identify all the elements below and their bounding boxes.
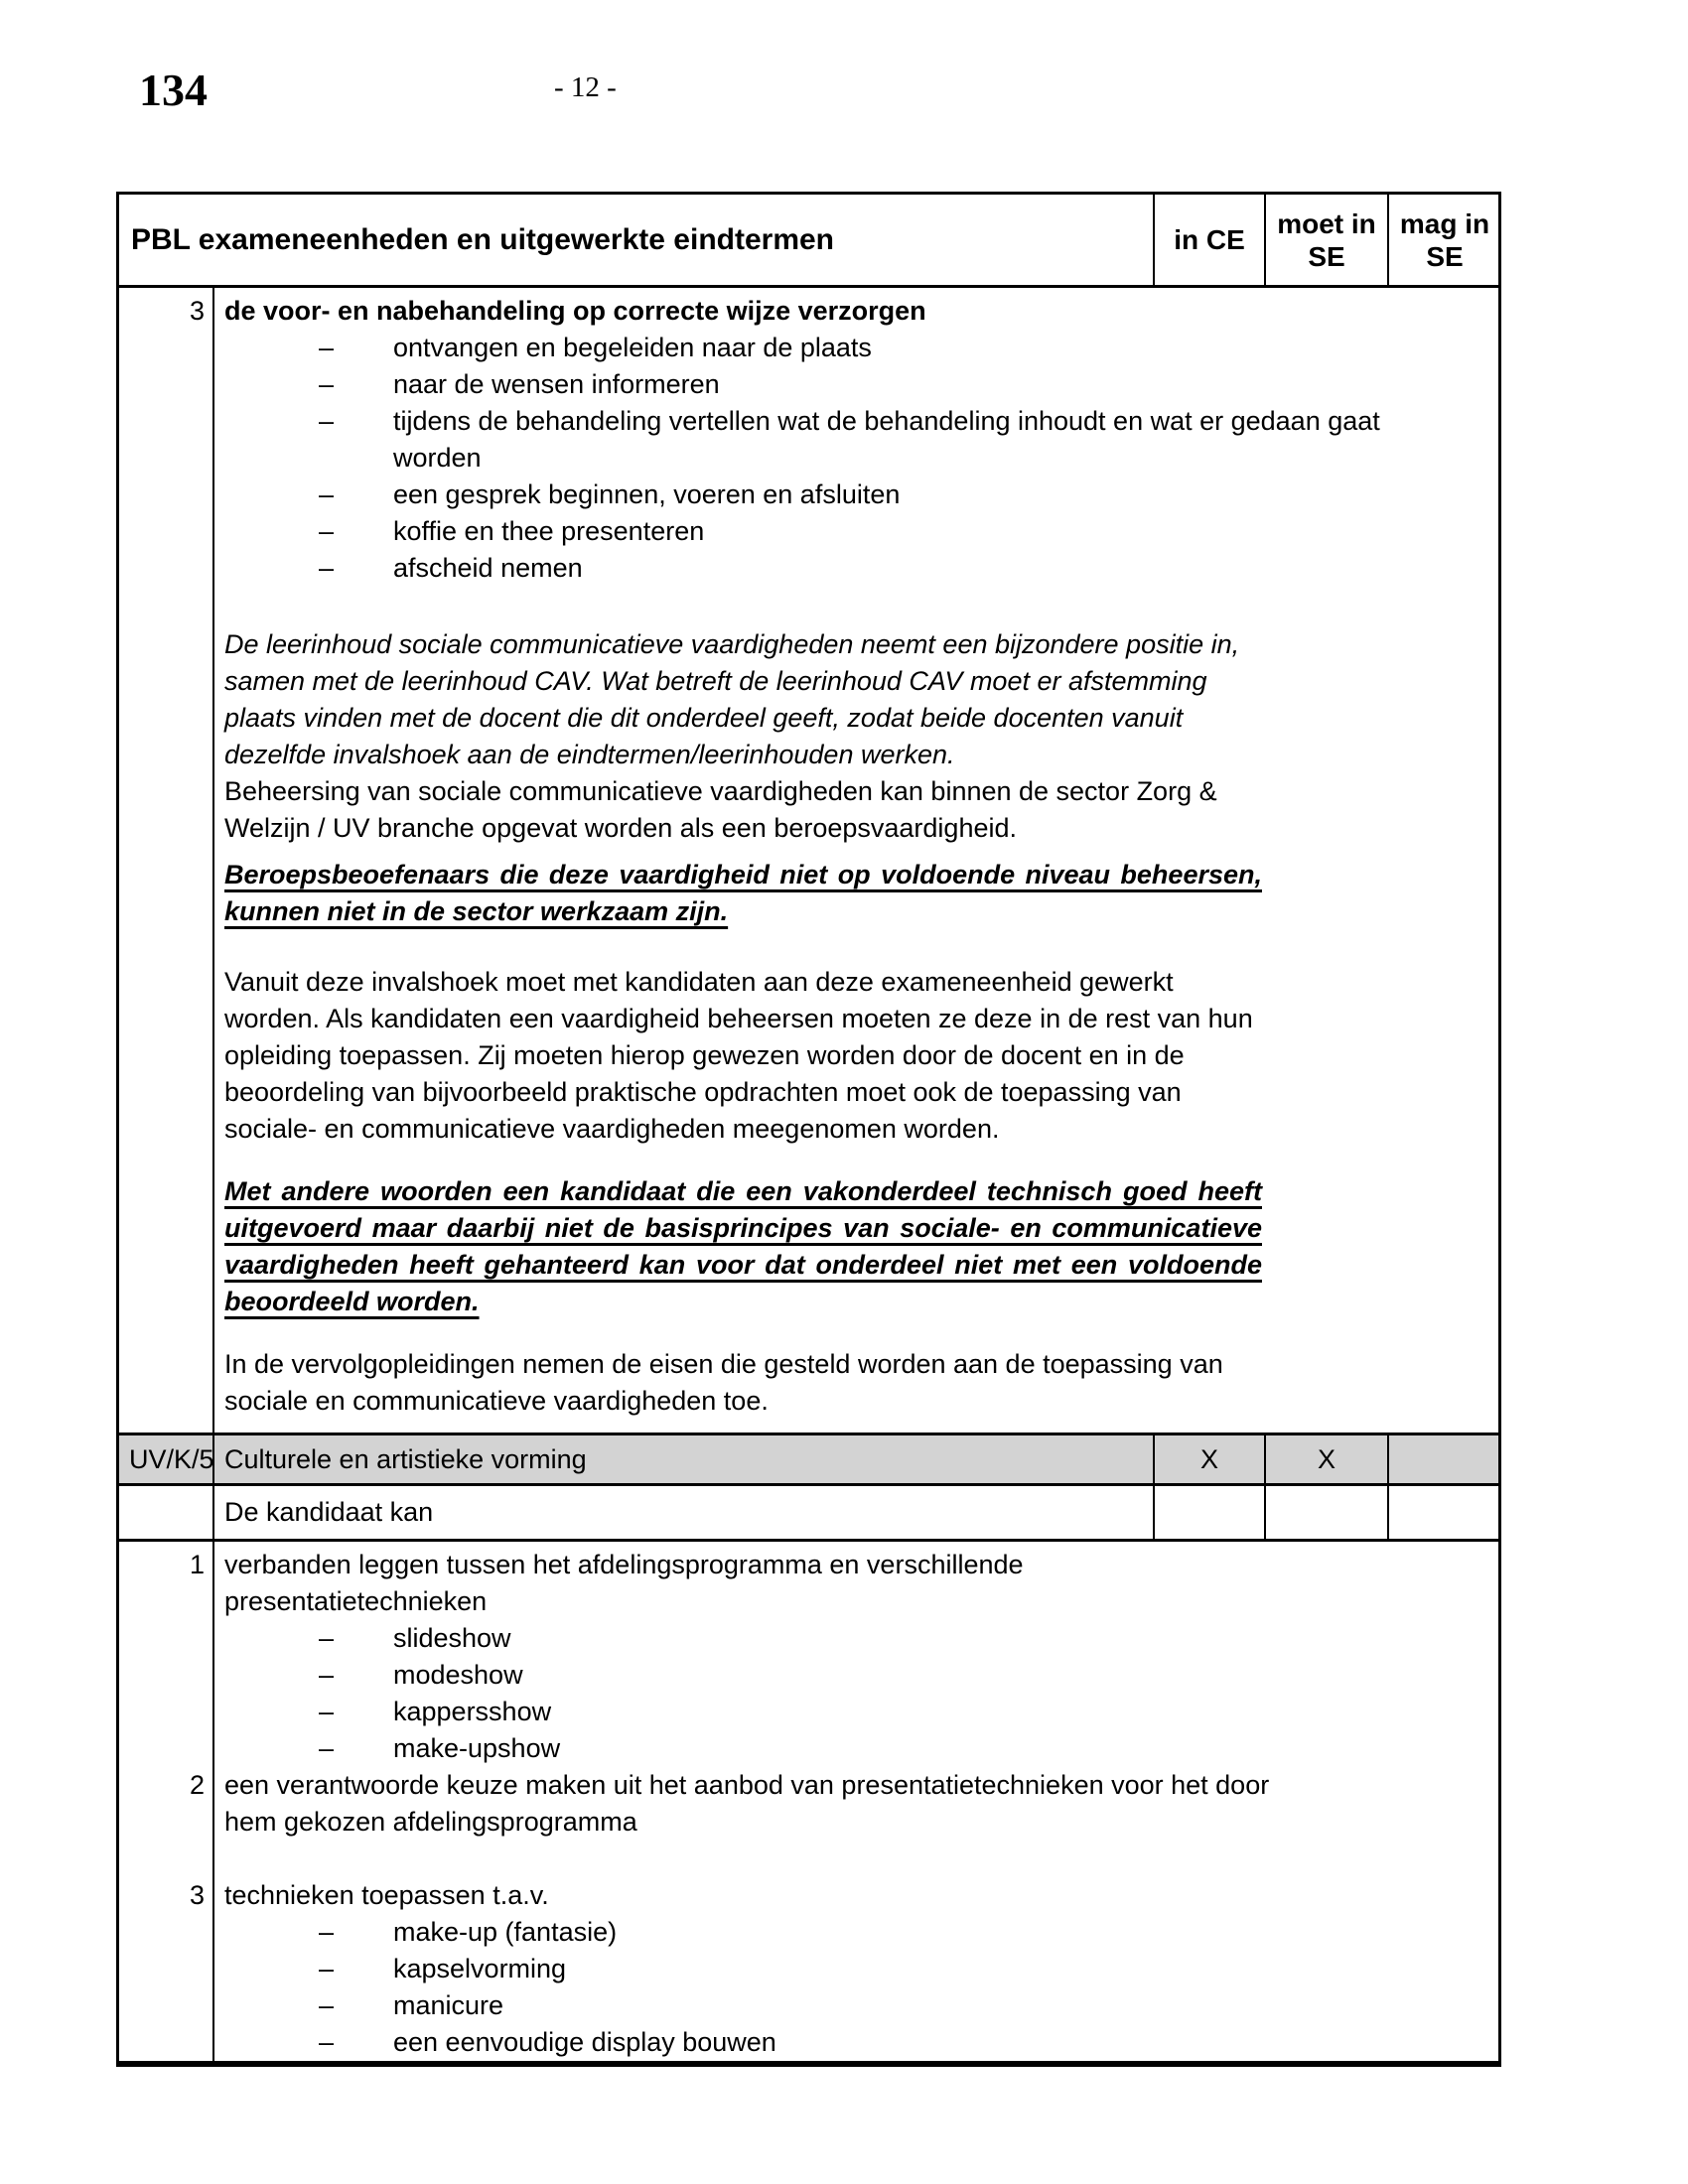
paragraph-emphasis-met-andere-woorden: Met andere woorden een kandidaat die een vakonderdeel technisch goed heeft uitgevoerd maar daarbij niet de basisprincipes van sociale- en communicatieve vaardigheden heeft gehanteerd kan voor dat onderdeel niet met een voldoende beoordeeld worden. [224, 1176, 1262, 1316]
bullet-text: make-up (fantasie) [393, 1917, 618, 1947]
dash-bullet: – [319, 406, 335, 436]
endterm-title: de voor- en nabehandeling op correcte wijze verzorgen [224, 296, 926, 326]
bullet-text: koffie en thee presenteren [393, 516, 705, 546]
exam-units-table [116, 192, 1501, 2067]
exam-unit-code: UV/K/5 [129, 1443, 214, 1474]
bullet-item [319, 330, 1421, 366]
dash-bullet: – [319, 2027, 335, 2057]
bullet-text: make-upshow [393, 1733, 561, 1763]
paragraph-beheersing: Beheersing van sociale communicatieve vaardigheden kan binnen de sector Zorg & Welzijn / UV branche opgevat worden als een beroepsvaardigheid. [224, 776, 1217, 843]
column-divider [1153, 1486, 1155, 1539]
bullet-item [119, 1914, 1498, 1951]
page-number-centered: - 12 - [554, 71, 617, 103]
bullet-item [119, 1694, 1498, 1730]
dash-bullet: – [319, 479, 335, 509]
mark-moet-in-se: X [1317, 1443, 1336, 1474]
dash-bullet: – [319, 1697, 335, 1726]
endterm-number: 2 [189, 1770, 205, 1800]
bullet-item [119, 2024, 1498, 2061]
dash-bullet: – [319, 1660, 335, 1690]
kandidaat-line: De kandidaat kan [224, 1497, 434, 1527]
kandidaat-row [119, 1486, 1498, 1542]
bullet-item [319, 513, 1421, 550]
bullet-text: kappersshow [393, 1697, 552, 1726]
column-divider [1264, 1486, 1266, 1539]
bullet-item [319, 403, 1421, 477]
bullet-text: modeshow [393, 1660, 523, 1690]
bullet-text: slideshow [393, 1623, 511, 1653]
paragraph-vervolgopleidingen: In de vervolgopleidingen nemen de eisen die gesteld worden aan de toepassing van sociale en communicatieve vaardigheden toe. [224, 1349, 1223, 1416]
paragraph-emphasis-beroepsbeoefenaars: Beroepsbeoefenaars die deze vaardigheid niet op voldoende niveau beheersen, kunnen niet in de sector werkzaam zijn. [224, 860, 1262, 926]
exam-unit-title: Culturele en artistieke vorming [224, 1443, 587, 1474]
table-title: PBL exameneenheden en uitgewerkte eindtermen [131, 223, 835, 256]
column-divider [1387, 1486, 1389, 1539]
dash-bullet: – [319, 333, 335, 362]
column-header-in-ce: in CE [1174, 224, 1245, 255]
number-column-divider [212, 1542, 214, 2061]
dash-bullet: – [319, 1623, 335, 1653]
endterm-number: 3 [189, 296, 205, 326]
mark-mag-in-se [1389, 1435, 1500, 1483]
dash-bullet: – [319, 369, 335, 399]
endterm-list-block [119, 1542, 1498, 2061]
bullet-item [319, 550, 1421, 587]
dash-bullet: – [319, 516, 335, 546]
dash-bullet: – [319, 553, 335, 583]
endterm-number: 3 [189, 1880, 205, 1910]
endterm-number: 1 [189, 1550, 205, 1579]
bullet-item [319, 477, 1421, 513]
bullet-text: kapselvorming [393, 1954, 567, 1983]
bullet-item [119, 1987, 1498, 2024]
dash-bullet: – [319, 1990, 335, 2020]
bullet-text: een gesprek beginnen, voeren en afsluiten [393, 479, 901, 509]
endterm-item-3 [119, 1877, 1498, 1914]
bullet-item [119, 1951, 1498, 1987]
mark-in-ce: X [1199, 1443, 1218, 1474]
dash-bullet: – [319, 1733, 335, 1763]
spacer-row [119, 1841, 1498, 1877]
endterm-item-2 [119, 1767, 1498, 1841]
dash-bullet: – [319, 1917, 335, 1947]
paragraph-vanuit-invalshoek: Vanuit deze invalshoek moet met kandidaten aan deze exameneenheid gewerkt worden. Als kandidaten een vaardigheid beheersen moeten ze deze in de rest van hun opleiding toepassen. Zij moeten hierop gewezen worden door de docent en in de beoordeling van bijvoorbeeld praktische opdrachten moet ook de toepassing van sociale- en communicatieve vaardigheden meegenomen worden. [224, 967, 1253, 1144]
endterm-text: verbanden leggen tussen het afdelingsprogramma en verschillende presentatietechnieken [224, 1550, 1024, 1616]
endterm-content [214, 293, 1497, 1420]
table-header-row [119, 195, 1498, 288]
dash-bullet: – [319, 1954, 335, 1983]
bullet-text: ontvangen en begeleiden naar de plaats [393, 333, 872, 362]
column-header-mag-in-se: mag in SE [1399, 207, 1490, 272]
bullet-text: een eenvoudige display bouwen [393, 2027, 776, 2057]
bullet-text: naar de wensen informeren [393, 369, 720, 399]
bullet-item [119, 1657, 1498, 1694]
column-header-moet-in-se: moet in SE [1277, 207, 1376, 272]
endterm-row-3 [119, 288, 1498, 1433]
endterm-text: een verantwoorde keuze maken uit het aanbod van presentatietechnieken voor het door hem gekozen afdelingsprogramma [224, 1770, 1270, 1837]
paragraph-italic-leerinhoud: De leerinhoud sociale communicatieve vaardigheden neemt een bijzondere positie in, samen met de leerinhoud CAV. Wat betreft de leerinhoud CAV moet er afstemming plaats vinden met de docent die dit onderdeel geeft, zodat beide docenten vanuit dezelfde invalshoek aan de eindtermen/leerinhouden werken. [224, 629, 1240, 769]
bullet-text: manicure [393, 1990, 504, 2020]
bullet-item [119, 1620, 1498, 1657]
bullet-item [319, 366, 1421, 403]
endterm-text: technieken toepassen t.a.v. [224, 1880, 549, 1910]
folio-number: 134 [139, 65, 208, 115]
number-column-divider [212, 1486, 214, 1539]
bullet-text: afscheid nemen [393, 553, 583, 583]
bullet-item [119, 1730, 1498, 1767]
endterm-item-1 [119, 1547, 1498, 1620]
exam-unit-row [119, 1433, 1498, 1486]
bullet-text: tijdens de behandeling vertellen wat de behandeling inhoudt en wat er gedaan gaat worden [393, 406, 1380, 473]
